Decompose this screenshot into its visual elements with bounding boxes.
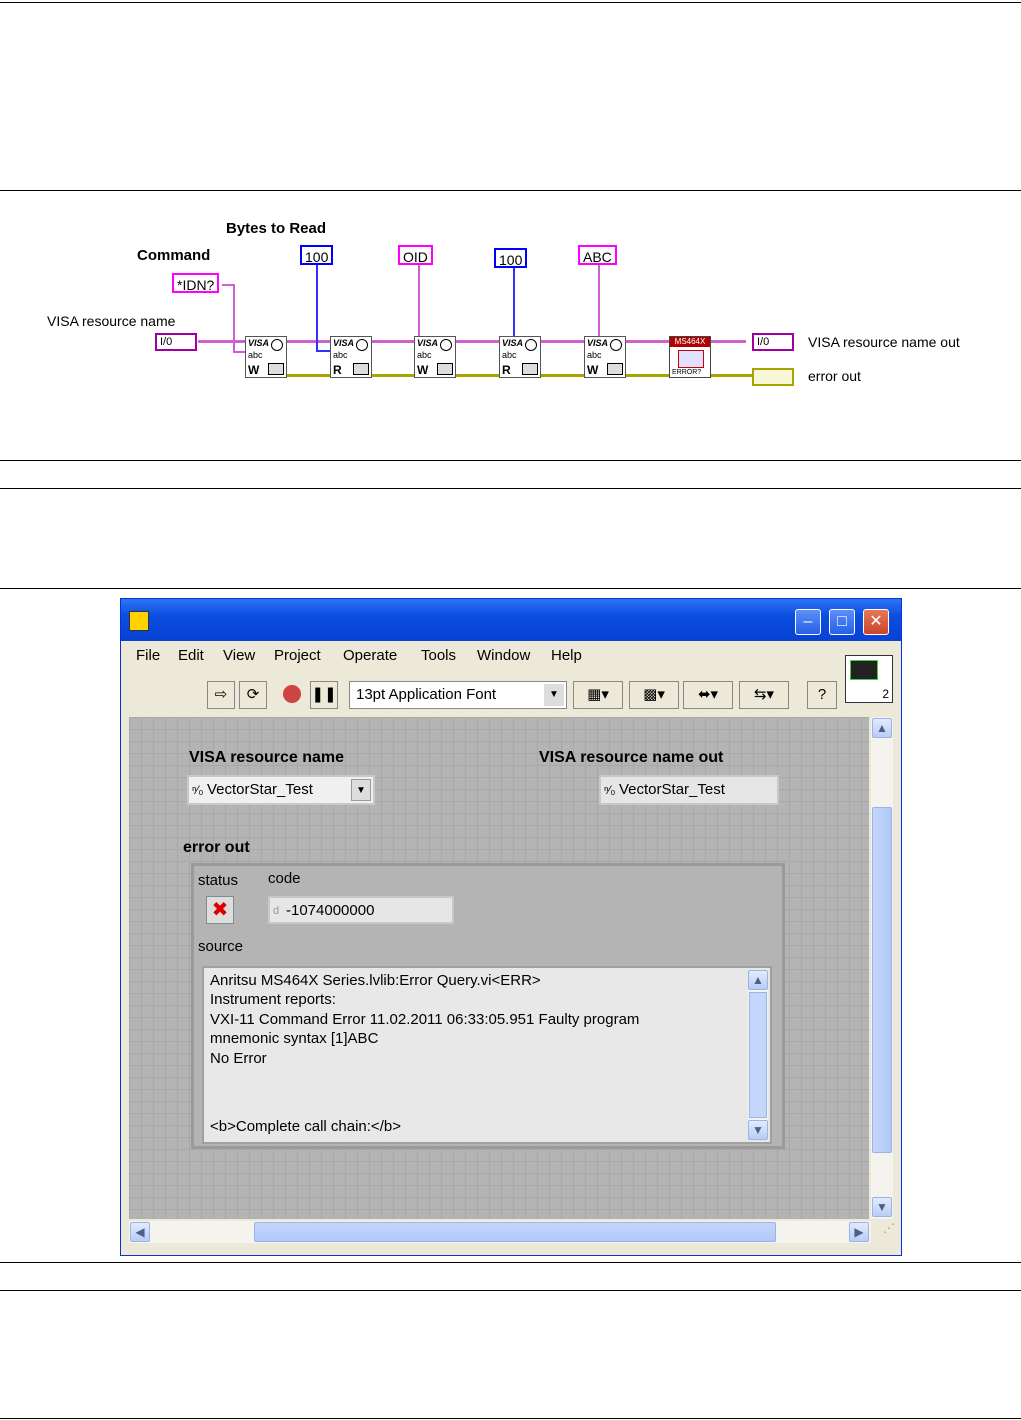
divider	[0, 588, 1021, 589]
source-line: VXI-11 Command Error 11.02.2011 06:33:05.951 Faulty program	[210, 1011, 640, 1028]
vi-label: W	[587, 363, 599, 377]
io-icon: ⁿ⁄₀	[192, 783, 204, 797]
code-indicator	[268, 896, 454, 924]
scroll-down-icon[interactable]: ▼	[872, 1197, 892, 1217]
timeout-icon	[356, 339, 368, 351]
vi-label: VISA	[587, 338, 609, 348]
vi-label: VISA	[417, 338, 439, 348]
abort-icon[interactable]	[278, 681, 306, 709]
vi-label: VISA	[333, 338, 355, 348]
menu-window[interactable]: Window	[477, 647, 531, 664]
pause-icon[interactable]: ❚❚	[310, 681, 338, 709]
minimize-button[interactable]: –	[795, 609, 821, 635]
visa-resource-name-label: VISA resource name	[189, 749, 345, 766]
command-constant[interactable]: *IDN?	[172, 273, 219, 293]
distribute-objects-icon[interactable]: ▩▾	[629, 681, 679, 709]
resize-objects-icon[interactable]: ⬌▾	[683, 681, 733, 709]
visa-resource-name-control[interactable]	[187, 775, 375, 805]
error-out-cluster	[191, 863, 785, 1149]
source-line: mnemonic syntax [1]ABC	[210, 1030, 379, 1047]
vi-label: abc	[248, 350, 263, 360]
bytes-to-read-label: Bytes to Read	[226, 220, 327, 237]
vertical-scrollbar[interactable]	[871, 717, 893, 1219]
divider	[0, 1290, 1021, 1291]
string-constant-oid[interactable]: OID	[398, 245, 433, 265]
vi-label: R	[333, 363, 342, 377]
error-query-sub: ERROR?	[672, 369, 702, 376]
vi-label: R	[502, 363, 511, 377]
scroll-thumb[interactable]	[254, 1222, 776, 1242]
timeout-icon	[610, 339, 622, 351]
source-label: source	[198, 938, 244, 955]
run-continuously-icon[interactable]: ⟳	[239, 681, 267, 709]
divider	[0, 2, 1021, 3]
buffer-icon	[437, 363, 453, 375]
resize-grip-icon[interactable]: ⋰	[883, 1221, 895, 1235]
font-select[interactable]	[349, 681, 567, 709]
error-out-label: error out	[808, 368, 861, 384]
chevron-down-icon: ▼	[544, 684, 564, 706]
string-wire	[598, 265, 600, 343]
error-query-icon	[678, 350, 704, 368]
vi-label: abc	[502, 350, 517, 360]
chevron-down-icon[interactable]: ▼	[351, 779, 371, 801]
menu-edit[interactable]: Edit	[178, 647, 204, 664]
buffer-icon	[522, 363, 538, 375]
scroll-down-icon[interactable]: ▼	[748, 1120, 768, 1140]
source-line: Instrument reports:	[210, 991, 336, 1008]
divider	[0, 1262, 1021, 1263]
align-objects-icon[interactable]: ▦▾	[573, 681, 623, 709]
reorder-icon[interactable]: ⇆▾	[739, 681, 789, 709]
visa-resource-name-terminal[interactable]: I/0	[155, 333, 197, 351]
divider	[0, 190, 1021, 191]
visa-resource-name-out-indicator	[599, 775, 779, 805]
vi-label: W	[417, 363, 429, 377]
horizontal-scrollbar[interactable]	[129, 1221, 871, 1243]
vi-label: abc	[333, 350, 348, 360]
bytes-to-read-constant[interactable]: 100	[300, 245, 333, 265]
menu-tools[interactable]: Tools	[421, 647, 457, 664]
numeric-wire	[316, 265, 318, 351]
visa-write-vi[interactable]	[245, 336, 287, 378]
error-out-label: error out	[183, 839, 250, 856]
code-value: -1074000000	[286, 902, 375, 919]
error-query-vi[interactable]	[669, 336, 711, 378]
io-icon: ⁿ⁄₀	[604, 783, 616, 797]
font-select-value: 13pt Application Font	[356, 686, 497, 703]
divider	[0, 488, 1021, 489]
vi-label: W	[248, 363, 260, 377]
menu-project[interactable]: Project	[274, 647, 321, 664]
scroll-up-icon[interactable]: ▲	[748, 970, 768, 990]
string-constant-abc[interactable]: ABC	[578, 245, 617, 265]
vi-icon-number: 2	[882, 687, 889, 701]
visa-resource-name-out-label: VISA resource name out	[539, 749, 724, 766]
menu-help[interactable]: Help	[551, 647, 582, 664]
error-query-title: MS464X	[670, 337, 710, 347]
visa-resource-name-value: VectorStar_Test	[207, 781, 313, 798]
source-scrollbar[interactable]	[748, 970, 768, 1140]
source-line: <b>Complete call chain:</b>	[210, 1118, 401, 1135]
menu-operate[interactable]: Operate	[343, 647, 398, 664]
labview-app-icon	[129, 611, 149, 631]
string-wire	[233, 284, 235, 352]
close-button[interactable]: ✕	[863, 609, 889, 635]
visa-resource-name-out-label: VISA resource name out	[808, 334, 960, 350]
vi-label: VISA	[248, 338, 270, 348]
source-indicator	[202, 966, 772, 1144]
visa-read-vi[interactable]	[330, 336, 372, 378]
buffer-icon	[607, 363, 623, 375]
status-label: status	[198, 872, 239, 889]
visa-resource-name-out-value: VectorStar_Test	[619, 781, 725, 798]
vi-label: abc	[417, 350, 432, 360]
labview-front-panel-window	[120, 598, 902, 1256]
vi-label: abc	[587, 350, 602, 360]
timeout-icon	[440, 339, 452, 351]
source-line: Anritsu MS464X Series.lvlib:Error Query.vi<ERR>	[210, 972, 541, 989]
title-bar	[121, 599, 901, 641]
timeout-icon	[271, 339, 283, 351]
menu-view[interactable]: View	[223, 647, 256, 664]
scroll-right-icon[interactable]: ▶	[849, 1222, 869, 1242]
source-line: No Error	[210, 1050, 267, 1067]
divider	[0, 1418, 1021, 1419]
graph-icon	[850, 660, 878, 680]
scroll-left-icon[interactable]: ◀	[130, 1222, 150, 1242]
divider	[0, 460, 1021, 461]
run-arrow-icon[interactable]: ⇨	[207, 681, 235, 709]
numeric-wire	[513, 268, 515, 343]
maximize-button[interactable]: □	[829, 609, 855, 635]
visa-write-vi[interactable]	[414, 336, 456, 378]
scroll-thumb[interactable]	[749, 992, 767, 1118]
timeout-icon	[525, 339, 537, 351]
menu-file[interactable]: File	[136, 647, 161, 664]
numeric-constant[interactable]: 100	[494, 248, 527, 268]
visa-resource-name-label: VISA resource name	[47, 313, 176, 329]
vi-label: VISA	[502, 338, 524, 348]
context-help-button[interactable]: ?	[807, 681, 837, 709]
scroll-up-icon[interactable]: ▲	[872, 718, 892, 738]
front-panel	[129, 717, 869, 1219]
buffer-icon	[268, 363, 284, 375]
code-label: code	[268, 870, 301, 887]
command-label: Command	[137, 247, 211, 264]
string-wire	[418, 265, 420, 343]
vi-connector-icon[interactable]	[845, 655, 893, 703]
numeric-type-icon: d	[273, 905, 280, 917]
error-out-terminal[interactable]	[752, 368, 794, 386]
visa-read-vi[interactable]	[499, 336, 541, 378]
visa-write-vi[interactable]	[584, 336, 626, 378]
status-error-icon: ✖	[206, 896, 234, 924]
buffer-icon	[353, 363, 369, 375]
scroll-thumb[interactable]	[872, 807, 892, 1153]
visa-resource-name-out-terminal[interactable]: I/0	[752, 333, 794, 351]
